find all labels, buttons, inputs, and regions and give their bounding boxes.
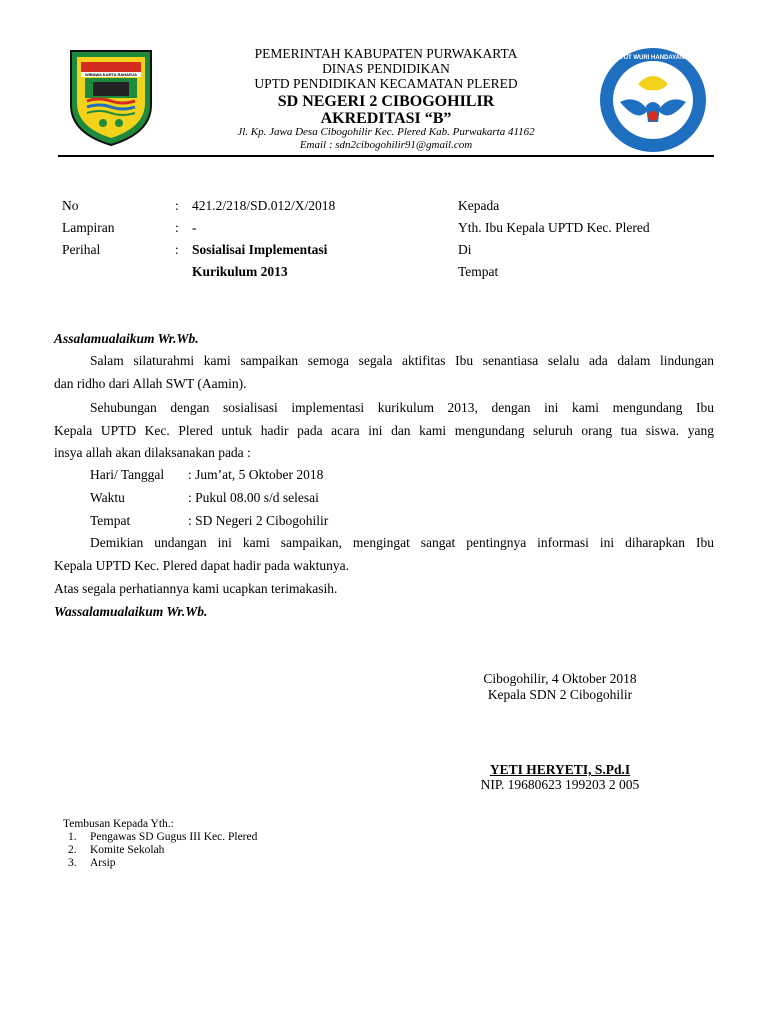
closing-greeting: Wassalamualaikum Wr.Wb. <box>54 604 208 619</box>
paragraph-2-line-2: Kepala UPTD Kec. Plered untuk hadir pada acara ini dan kami mengundang seluruh orang tua siswa. yang <box>54 423 714 438</box>
header-line-department: DINAS PENDIDIKAN <box>322 61 450 76</box>
detail-value-place: : SD Negeri 2 Cibogohilir <box>188 513 329 528</box>
meta-lampiran-label: Lampiran <box>62 220 115 235</box>
right-logo-motto: TUT WURI HANDAYANI <box>620 55 686 61</box>
detail-label-place: Tempat <box>90 513 131 528</box>
header-line-uptd: UPTD PENDIDIKAN KECAMATAN PLERED <box>254 76 518 91</box>
header-address: Jl. Kp. Jawa Desa Cibogohilir Kec. Plered Kab. Purwakarta 41162 <box>237 126 535 138</box>
meta-perihal-label: Perihal <box>62 242 101 257</box>
meta-lampiran-colon: : <box>175 220 179 235</box>
paragraph-2-line-1: Sehubungan dengan sosialisasi implementasi kurikulum 2013, dengan ini kami mengundang Ibu <box>90 400 714 415</box>
cc-item-num-3: 3. <box>68 857 77 869</box>
recipient-line-tempat: Tempat <box>458 264 499 279</box>
paragraph-3-line-2: Kepala UPTD Kec. Plered dapat hadir pada waktunya. <box>54 558 350 573</box>
signature-position: Kepala SDN 2 Cibogohilir <box>487 687 633 702</box>
paragraph-2-line-3: insya allah akan dilaksanakan pada : <box>54 445 251 460</box>
header-school-name: SD NEGERI 2 CIBOGOHILIR <box>277 93 495 110</box>
signature-name: YETI HERYETI, S.Pd.I <box>489 762 631 777</box>
paragraph-4: Atas segala perhatiannya kami ucapkan terimakasih. <box>54 581 338 596</box>
greeting: Assalamualaikum Wr.Wb. <box>54 331 199 346</box>
signature-place-date: Cibogohilir, 4 Oktober 2018 <box>483 671 637 686</box>
left-logo-motto: WIBAWA KARTA RAHARJA <box>84 72 138 77</box>
meta-no-colon: : <box>175 198 179 213</box>
tut-wuri-handayani-logo <box>598 46 708 154</box>
cc-title: Tembusan Kepada Yth.: <box>63 818 174 830</box>
meta-perihal-colon: : <box>175 242 179 257</box>
detail-value-date: : Jum’at, 5 Oktober 2018 <box>188 467 324 482</box>
detail-label-time: Waktu <box>90 490 125 505</box>
header-email: Email : sdn2cibogohilir91@gmail.com <box>299 139 473 151</box>
recipient-line-di: Di <box>458 242 472 257</box>
cc-item-3: Arsip <box>90 857 116 869</box>
header-accreditation: AKREDITASI “B” <box>320 110 452 127</box>
meta-no-value: 421.2/218/SD.012/X/2018 <box>192 198 336 213</box>
detail-label-date: Hari/ Tanggal <box>90 467 165 482</box>
meta-perihal-line2: Kurikulum 2013 <box>192 264 288 279</box>
cc-item-num-1: 1. <box>68 831 77 843</box>
cc-item-2: Komite Sekolah <box>90 844 165 856</box>
letterhead-divider <box>58 155 714 157</box>
header-line-government: PEMERINTAH KABUPATEN PURWAKARTA <box>254 46 518 61</box>
meta-no-label: No <box>62 198 79 213</box>
meta-lampiran-value: - <box>192 220 197 235</box>
recipient-line-kepada: Kepada <box>458 198 500 213</box>
kabupaten-purwakarta-logo <box>63 45 159 149</box>
paragraph-1-line-1: Salam silaturahmi kami sampaikan semoga segala aktifitas Ibu senantiasa selalu ada dalam lindungan <box>90 353 714 368</box>
meta-perihal-line1: Sosialisai Implementasi <box>192 242 328 257</box>
paragraph-3-line-1: Demikian undangan ini kami sampaikan, mengingat sangat pentingnya informasi ini diharapkan Ibu <box>90 535 714 550</box>
signature-nip: NIP. 19680623 199203 2 005 <box>480 777 640 792</box>
recipient-line-addressee: Yth. Ibu Kepala UPTD Kec. Plered <box>458 220 650 235</box>
paragraph-1-line-2: dan ridho dari Allah SWT (Aamin). <box>54 376 247 391</box>
cc-item-1: Pengawas SD Gugus III Kec. Plered <box>90 831 258 843</box>
cc-item-num-2: 2. <box>68 844 77 856</box>
detail-value-time: : Pukul 08.00 s/d selesai <box>188 490 319 505</box>
